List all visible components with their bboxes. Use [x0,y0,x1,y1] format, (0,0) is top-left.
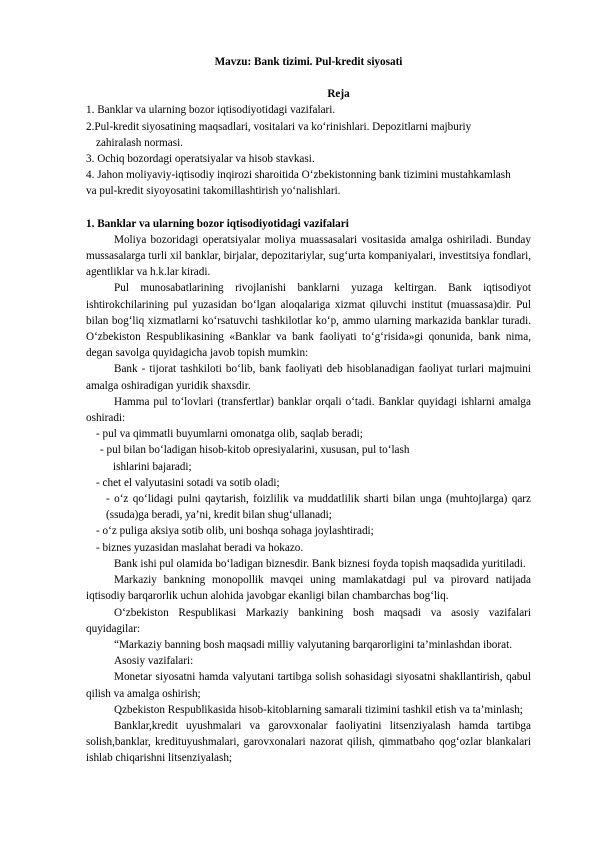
plan-item-4: 4. Jahon moliyaviy-iqtisodiy inqirozi sharoitida O‘zbekistonning bank tizimini mustahkamlash [86,169,511,182]
plan-heading: Reja [327,88,350,101]
paragraph: Banklar,kredit uyushmalari va garovxonalar faoliyatini litsenziyalash hamda tartibga solish,banklar, kredituyushmalari, garovxonalari nazorat qilish, qimmatbaho qog‘ozlar blankalari ishlab chiqarishni litsenziyalash; [86,719,531,765]
paragraph: Pul munosabatlarining rivojlanishi banklarni yuzaga keltirgan. Bank iqtisodiyot ishtirokchilarining pul yuzasidan bo‘lgan aloqalariga xizmat qiluvchi institut (muassasa)dir. Pul bilan bog‘liq xizmatlarni ko‘rsatuvchi tashkilotlar ko‘p, ammo ularning markazida banklar turadi. O‘zbekiston Respublikasining «Banklar va bank faoliyati to‘g‘risida»gi qonunida, bank nima, degan savolga quyidagicha javob topish mumkin: [86,282,531,360]
plan-item-3: 3. Ochiq bozordagi operatsiyalar va hisob stavkasi. [86,153,315,166]
bullet-item: - pul bilan bo‘ladigan hisob-kitob opresiyalarini, xususan, pul to‘lash [100,444,410,457]
document-body [86,54,531,767]
paragraph: Bank - tijorat tashkiloti bo‘lib, bank faoliyati deb hisoblanadigan faoliyat turlari majmuini amalga oshiradigan yuridik shaxsdir. [86,363,531,392]
paragraph: Hamma pul to‘lovlari (transfertlar) banklar orqali o‘tadi. Banklar quyidagi ishlarni amalga oshiradi: [86,395,531,425]
bullet-item: - o‘z puliga aksiya sotib olib, uni boshqa sohaga joylashtiradi; [96,525,374,538]
bullet-item-cont: ishlarini bajaradi; [113,460,192,473]
bullet-item: - pul va qimmatli buyumlarni omonatga olib, saqlab beradi; [96,428,363,441]
bullet-item: - chet el valyutasini sotadi va sotib oladi; [96,476,280,489]
paragraph: “Markaziy banning bosh maqsadi milliy valyutaning barqarorligini ta’minlashdan iborat. [114,638,512,651]
paragraph: Markaziy bankning monopollik mavqei uning mamlakatdagi pul va pirovard natijada iqtisodiy barqarorlik uchun alohida javobgar ekanligi bilan chambarchas bog‘liq. [86,574,531,603]
paragraph: Asosiy vazifalari: [114,655,194,668]
paragraph: O‘zbekiston Respublikasi Markaziy bankining bosh maqsadi va asosiy vazifalari quyidagilar: [86,606,531,635]
bullet-item: - biznes yuzasidan maslahat beradi va hokazo. [96,541,304,554]
paragraph: Moliya bozoridagi operatsiyalar moliya muassasalari vositasida amalga oshiriladi. Bunday mussasalarga turli xil banklar, birjalar, depozitariylar, sug‘urta kompaniyalari, investitsiya fondlari, agentliklar va h.k.lar kiradi. [86,233,531,279]
bullet-item: - o‘z qo‘lidagi pulni qaytarish, foizlilik va muddatlilik sharti bilan unga (muhtojlarga) qarz (ssuda)ga beradi, ya’ni, kredit bilan shug‘ullanadi; [106,493,531,522]
paragraph: Monetar siyosatni hamda valyutani tartibga solish sohasidagi siyosatni shakllantirish, qabul qilish va amalga oshirish; [86,671,531,700]
plan-item-4-cont: va pul-kredit siyoyosatini takomillashtirish yo‘nalishlari. [86,185,341,198]
plan-item-1: 1. Banklar va ularning bozor iqtisodiyotidagi vazifalari. [86,104,336,117]
section-heading: 1. Banklar va ularning bozor iqtisodiyotidagi vazifalari [86,217,349,230]
paragraph: Bank ishi pul olamida bo‘ladigan biznesdir. Bank biznesi foyda topish maqsadida yuritiladi. [114,557,526,570]
plan-item-2-cont: zahiralash normasi. [96,136,183,149]
page-title: Mavzu: Bank tizimi. Pul-kredit siyosati [214,56,403,68]
plan-item-2: 2.Pul-kredit siyosatining maqsadlari, vositalari va ko‘rinishlari. Depozitlarni majburiy [86,120,472,133]
paragraph: Qzbekiston Respublikasida hisob-kitoblarning samarali tizimini tashkil etish va ta’minlash; [114,703,523,716]
